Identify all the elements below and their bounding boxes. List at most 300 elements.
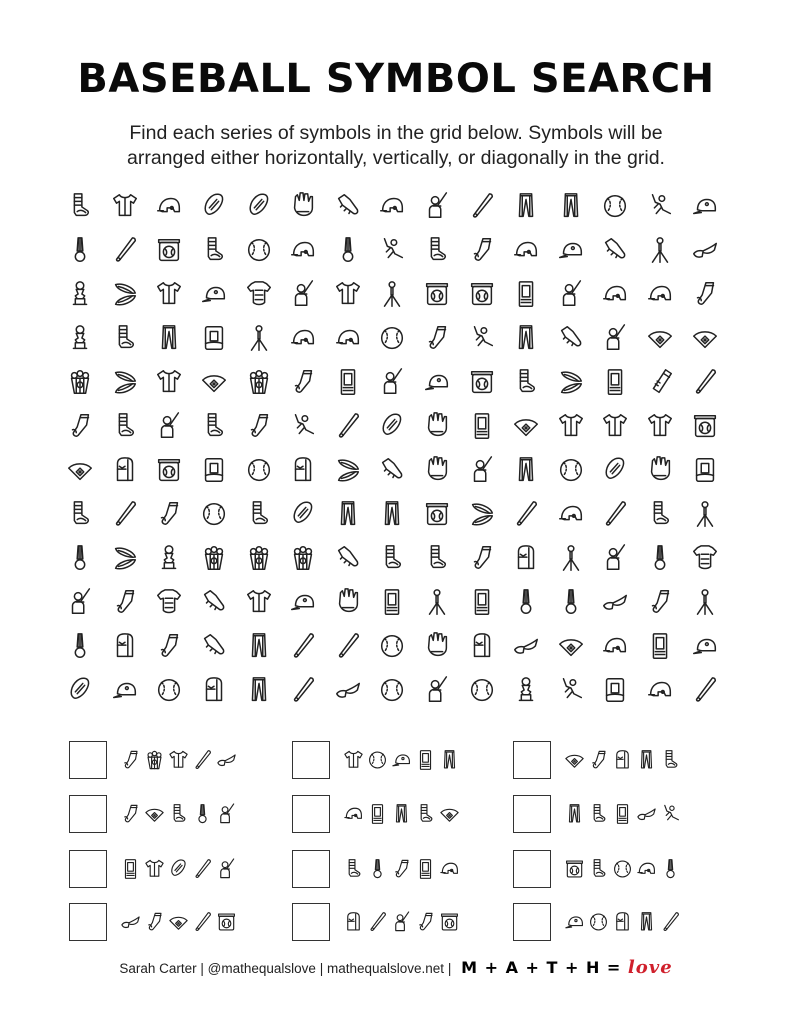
grid-cell[interactable] (281, 448, 326, 492)
sock-icon (690, 279, 720, 309)
grid-cell[interactable] (370, 668, 415, 712)
medal-icon (366, 856, 389, 882)
grid-cell[interactable] (682, 404, 727, 448)
equipment-bag-icon (110, 631, 140, 661)
grid-cell[interactable] (281, 404, 326, 448)
grid-cell[interactable] (504, 448, 549, 492)
grid-cell[interactable] (281, 492, 326, 536)
grid-cell[interactable] (103, 580, 148, 624)
sunglasses-icon (333, 675, 363, 705)
diamond-field-icon (556, 631, 586, 661)
wristband-icon (244, 191, 274, 221)
ball-jar-icon (154, 235, 184, 265)
grid-cell[interactable] (370, 536, 415, 580)
grid-cell[interactable] (682, 316, 727, 360)
leg-guard-icon (659, 747, 682, 773)
answer-checkbox[interactable] (513, 741, 551, 779)
grid-cell[interactable] (326, 448, 371, 492)
grid-cell[interactable] (638, 272, 683, 316)
gum-pack-icon (645, 367, 675, 397)
grid-cell[interactable] (147, 580, 192, 624)
grid-cell[interactable] (103, 272, 148, 316)
grid-cell[interactable] (192, 184, 237, 228)
sunflower-seeds-icon (110, 279, 140, 309)
answer-checkbox[interactable] (292, 903, 330, 941)
grid-cell[interactable] (593, 316, 638, 360)
batting-helmet-icon (600, 631, 630, 661)
grid-cell[interactable] (593, 624, 638, 668)
batting-helmet-icon (438, 856, 461, 882)
grid-cell[interactable] (236, 492, 281, 536)
leg-guard-icon (110, 411, 140, 441)
pants-icon (244, 631, 274, 661)
grid-cell[interactable] (147, 404, 192, 448)
grid-cell[interactable] (370, 360, 415, 404)
grid-cell[interactable] (504, 360, 549, 404)
grid-cell[interactable] (103, 316, 148, 360)
grid-cell[interactable] (236, 360, 281, 404)
grid-cell[interactable] (281, 316, 326, 360)
diamond-field-icon (199, 367, 229, 397)
grid-cell[interactable] (504, 580, 549, 624)
grid-cell[interactable] (103, 184, 148, 228)
grid-cell[interactable] (415, 360, 460, 404)
grid-cell[interactable] (593, 360, 638, 404)
grid-cell[interactable] (147, 668, 192, 712)
grid-cell[interactable] (58, 668, 103, 712)
cap-icon (563, 909, 586, 935)
equipment-bag-icon (199, 675, 229, 705)
batting-helmet-icon (645, 279, 675, 309)
grid-cell[interactable] (281, 668, 326, 712)
grid-cell[interactable] (459, 448, 504, 492)
grid-cell[interactable] (682, 668, 727, 712)
grid-cell[interactable] (415, 492, 460, 536)
sunglasses-icon (635, 801, 658, 827)
grid-cell[interactable] (459, 580, 504, 624)
grid-cell[interactable] (326, 536, 371, 580)
grid-cell[interactable] (326, 360, 371, 404)
grid-cell[interactable] (192, 668, 237, 712)
jersey-icon (154, 279, 184, 309)
grid-cell[interactable] (504, 184, 549, 228)
grid-cell[interactable] (504, 228, 549, 272)
footer-separator: | (447, 961, 452, 976)
grid-cell[interactable] (504, 492, 549, 536)
grid-cell[interactable] (147, 316, 192, 360)
answer-checkbox[interactable] (513, 795, 551, 833)
footer-brand-logo (461, 958, 673, 977)
sunflower-seeds-icon (110, 367, 140, 397)
bat-icon (288, 631, 318, 661)
batter-icon (390, 909, 413, 935)
grid-cell[interactable] (147, 624, 192, 668)
grid-cell[interactable] (682, 536, 727, 580)
batter-icon (600, 543, 630, 573)
grid-cell[interactable] (549, 360, 594, 404)
grid-cell[interactable] (58, 580, 103, 624)
clue-symbol-sequence (119, 856, 238, 882)
answer-checkbox[interactable] (292, 795, 330, 833)
grid-cell[interactable] (326, 272, 371, 316)
bat-icon (366, 909, 389, 935)
grid-cell[interactable] (281, 360, 326, 404)
grid-cell[interactable] (192, 624, 237, 668)
grid-cell[interactable] (58, 448, 103, 492)
grid-cell[interactable] (147, 536, 192, 580)
trophy-icon (65, 279, 95, 309)
grid-cell[interactable] (192, 492, 237, 536)
sock-icon (467, 235, 497, 265)
grid-cell[interactable] (326, 404, 371, 448)
grid-cell[interactable] (326, 228, 371, 272)
answer-checkbox[interactable] (69, 903, 107, 941)
bat-icon (110, 499, 140, 529)
grid-cell[interactable] (682, 624, 727, 668)
grid-cell[interactable] (415, 668, 460, 712)
trophy-icon (154, 543, 184, 573)
sock-icon (422, 323, 452, 353)
chest-protector-icon (244, 279, 274, 309)
grid-cell[interactable] (415, 228, 460, 272)
grid-cell[interactable] (549, 272, 594, 316)
grid-cell[interactable] (236, 404, 281, 448)
batter-icon (154, 411, 184, 441)
pants-icon (511, 455, 541, 485)
clue-list (69, 741, 729, 941)
grid-cell[interactable] (459, 404, 504, 448)
baseball-glove-icon (422, 455, 452, 485)
cleat-icon (556, 323, 586, 353)
grid-cell[interactable] (459, 536, 504, 580)
grid-cell[interactable] (326, 668, 371, 712)
grid-cell[interactable] (103, 492, 148, 536)
grid-cell[interactable] (147, 360, 192, 404)
equipment-bag-icon (511, 543, 541, 573)
grid-cell[interactable] (236, 448, 281, 492)
grid-cell[interactable] (593, 448, 638, 492)
batting-helmet-icon (342, 801, 365, 827)
baseball-glove-icon (422, 411, 452, 441)
grid-cell[interactable] (504, 404, 549, 448)
leg-guard-icon (587, 856, 610, 882)
grid-cell[interactable] (58, 360, 103, 404)
jersey-icon (154, 367, 184, 397)
ball-jar-icon (467, 367, 497, 397)
grid-cell[interactable] (192, 536, 237, 580)
grid-cell[interactable] (147, 184, 192, 228)
grid-cell[interactable] (326, 624, 371, 668)
grid-cell[interactable] (103, 536, 148, 580)
grid-cell[interactable] (638, 580, 683, 624)
sliding-player-icon (556, 675, 586, 705)
grid-cell[interactable] (415, 272, 460, 316)
grid-cell[interactable] (682, 492, 727, 536)
grid-cell[interactable] (58, 228, 103, 272)
grid-cell[interactable] (192, 404, 237, 448)
trophy-icon (511, 675, 541, 705)
grid-cell[interactable] (103, 404, 148, 448)
grid-cell[interactable] (593, 536, 638, 580)
grid-cell[interactable] (682, 360, 727, 404)
grid-cell[interactable] (103, 360, 148, 404)
grid-cell[interactable] (281, 228, 326, 272)
clue-item (292, 741, 461, 779)
grid-cell[interactable] (326, 184, 371, 228)
grid-cell[interactable] (58, 272, 103, 316)
grid-cell[interactable] (638, 184, 683, 228)
grid-cell[interactable] (638, 360, 683, 404)
grid-cell[interactable] (326, 580, 371, 624)
medal-icon (333, 235, 363, 265)
grid-cell[interactable] (370, 316, 415, 360)
jersey-icon (167, 747, 190, 773)
baseball-icon (587, 909, 610, 935)
footer-separator: | (319, 961, 324, 976)
grid-cell[interactable] (459, 228, 504, 272)
grid-cell[interactable] (504, 316, 549, 360)
clue-symbol-sequence (342, 801, 461, 827)
grid-cell[interactable] (370, 448, 415, 492)
answer-checkbox[interactable] (513, 850, 551, 888)
wristband-icon (288, 499, 318, 529)
grid-cell[interactable] (415, 316, 460, 360)
grid-cell[interactable] (549, 580, 594, 624)
grid-cell[interactable] (549, 404, 594, 448)
grid-cell[interactable] (459, 272, 504, 316)
batting-helmet-icon (288, 235, 318, 265)
wristband-icon (199, 191, 229, 221)
footer-website: mathequalslove.net (326, 961, 445, 976)
sliding-player-icon (288, 411, 318, 441)
grid-cell[interactable] (549, 492, 594, 536)
batting-helmet-icon (556, 499, 586, 529)
answer-checkbox[interactable] (292, 850, 330, 888)
clue-item (513, 795, 682, 833)
grid-cell[interactable] (192, 316, 237, 360)
grid-cell[interactable] (549, 624, 594, 668)
grid-cell[interactable] (549, 228, 594, 272)
grid-cell[interactable] (370, 492, 415, 536)
grid-cell[interactable] (370, 580, 415, 624)
grid-cell[interactable] (459, 624, 504, 668)
grid-cell[interactable] (58, 184, 103, 228)
answer-checkbox[interactable] (513, 903, 551, 941)
grid-cell[interactable] (370, 184, 415, 228)
grid-cell[interactable] (236, 668, 281, 712)
grid-cell[interactable] (593, 580, 638, 624)
medal-icon (511, 587, 541, 617)
instructions (0, 121, 792, 171)
grid-cell[interactable] (593, 404, 638, 448)
grid-cell[interactable] (103, 624, 148, 668)
grid-cell[interactable] (593, 492, 638, 536)
popcorn-icon (288, 543, 318, 573)
pants-icon (556, 191, 586, 221)
clue-item (513, 850, 682, 888)
base-icon (199, 323, 229, 353)
grid-cell[interactable] (459, 316, 504, 360)
camera-tripod-icon (422, 587, 452, 617)
grid-cell[interactable] (549, 448, 594, 492)
grid-cell[interactable] (459, 492, 504, 536)
grid-cell[interactable] (281, 580, 326, 624)
grid-cell[interactable] (415, 184, 460, 228)
grid-cell[interactable] (370, 624, 415, 668)
grid-cell[interactable] (58, 492, 103, 536)
answer-checkbox[interactable] (69, 795, 107, 833)
grid-cell[interactable] (281, 536, 326, 580)
grid-cell[interactable] (593, 228, 638, 272)
grid-cell[interactable] (682, 272, 727, 316)
grid-cell[interactable] (236, 580, 281, 624)
grid-cell[interactable] (370, 228, 415, 272)
grid-cell[interactable] (236, 624, 281, 668)
bat-icon (690, 675, 720, 705)
grid-cell[interactable] (281, 624, 326, 668)
grid-cell[interactable] (370, 404, 415, 448)
camera-tripod-icon (556, 543, 586, 573)
grid-cell[interactable] (638, 624, 683, 668)
grid-cell[interactable] (147, 448, 192, 492)
grid-cell[interactable] (236, 228, 281, 272)
grid-cell[interactable] (638, 228, 683, 272)
bat-icon (288, 675, 318, 705)
grid-cell[interactable] (593, 668, 638, 712)
grid-cell[interactable] (103, 668, 148, 712)
answer-checkbox[interactable] (69, 741, 107, 779)
grid-cell[interactable] (192, 228, 237, 272)
grid-cell[interactable] (147, 228, 192, 272)
cap-icon (556, 235, 586, 265)
wristband-icon (600, 455, 630, 485)
grid-cell[interactable] (192, 580, 237, 624)
grid-cell[interactable] (459, 184, 504, 228)
grid-cell[interactable] (638, 448, 683, 492)
bat-icon (333, 411, 363, 441)
pants-icon (635, 909, 658, 935)
grid-cell[interactable] (103, 448, 148, 492)
grid-cell[interactable] (147, 492, 192, 536)
grid-cell[interactable] (593, 184, 638, 228)
grid-cell[interactable] (58, 624, 103, 668)
baseball-icon (199, 499, 229, 529)
bat-icon (191, 747, 214, 773)
batter-icon (422, 191, 452, 221)
grid-cell[interactable] (103, 228, 148, 272)
grid-cell[interactable] (682, 184, 727, 228)
sock-icon (119, 747, 142, 773)
grid-cell[interactable] (593, 272, 638, 316)
pants-icon (511, 191, 541, 221)
pants-icon (390, 801, 413, 827)
grid-cell[interactable] (236, 272, 281, 316)
baseball-glove-icon (288, 191, 318, 221)
grid-cell[interactable] (549, 184, 594, 228)
sock-icon (288, 367, 318, 397)
grid-cell[interactable] (192, 360, 237, 404)
ball-jar-icon (690, 411, 720, 441)
answer-checkbox[interactable] (292, 741, 330, 779)
grid-cell[interactable] (326, 316, 371, 360)
sock-icon (244, 411, 274, 441)
grid-cell[interactable] (281, 272, 326, 316)
grid-cell[interactable] (549, 316, 594, 360)
batter-icon (556, 279, 586, 309)
popcorn-icon (143, 747, 166, 773)
sunglasses-icon (511, 631, 541, 661)
grid-cell[interactable] (281, 184, 326, 228)
grid-cell[interactable] (504, 536, 549, 580)
pants-icon (511, 323, 541, 353)
grid-cell[interactable] (638, 492, 683, 536)
camera-tripod-icon (244, 323, 274, 353)
pants-icon (244, 675, 274, 705)
grid-cell[interactable] (415, 448, 460, 492)
grid-cell[interactable] (459, 360, 504, 404)
grid-cell[interactable] (459, 668, 504, 712)
grid-cell[interactable] (192, 272, 237, 316)
ball-jar-icon (154, 455, 184, 485)
grid-cell[interactable] (58, 404, 103, 448)
sliding-player-icon (377, 235, 407, 265)
grid-cell[interactable] (682, 228, 727, 272)
grid-cell[interactable] (638, 536, 683, 580)
grid-cell[interactable] (504, 624, 549, 668)
grid-cell[interactable] (192, 448, 237, 492)
grid-cell[interactable] (682, 580, 727, 624)
grid-cell[interactable] (415, 624, 460, 668)
cap-icon (288, 587, 318, 617)
diamond-field-icon (645, 323, 675, 353)
grid-cell[interactable] (236, 536, 281, 580)
grid-cell[interactable] (236, 184, 281, 228)
ball-jar-icon (467, 279, 497, 309)
grid-cell[interactable] (504, 272, 549, 316)
grid-cell[interactable] (236, 316, 281, 360)
sock-icon (414, 909, 437, 935)
grid-cell[interactable] (58, 536, 103, 580)
grid-cell[interactable] (58, 316, 103, 360)
jersey-icon (556, 411, 586, 441)
grid-cell[interactable] (415, 536, 460, 580)
baseball-glove-icon (422, 631, 452, 661)
answer-checkbox[interactable] (69, 850, 107, 888)
grid-cell[interactable] (415, 404, 460, 448)
grid-cell[interactable] (638, 668, 683, 712)
grid-cell[interactable] (549, 668, 594, 712)
batting-helmet-icon (511, 235, 541, 265)
pants-icon (377, 499, 407, 529)
grid-cell[interactable] (682, 448, 727, 492)
grid-cell[interactable] (638, 316, 683, 360)
grid-cell[interactable] (147, 272, 192, 316)
grid-cell[interactable] (638, 404, 683, 448)
base-icon (199, 455, 229, 485)
sock-icon (143, 909, 166, 935)
grid-cell[interactable] (326, 492, 371, 536)
grid-cell[interactable] (504, 668, 549, 712)
grid-cell[interactable] (415, 580, 460, 624)
ball-jar-icon (563, 856, 586, 882)
equipment-bag-icon (611, 747, 634, 773)
sunglasses-icon (215, 747, 238, 773)
wristband-icon (377, 411, 407, 441)
grid-cell[interactable] (549, 536, 594, 580)
equipment-bag-icon (110, 455, 140, 485)
grid-cell[interactable] (370, 272, 415, 316)
base-icon (690, 455, 720, 485)
